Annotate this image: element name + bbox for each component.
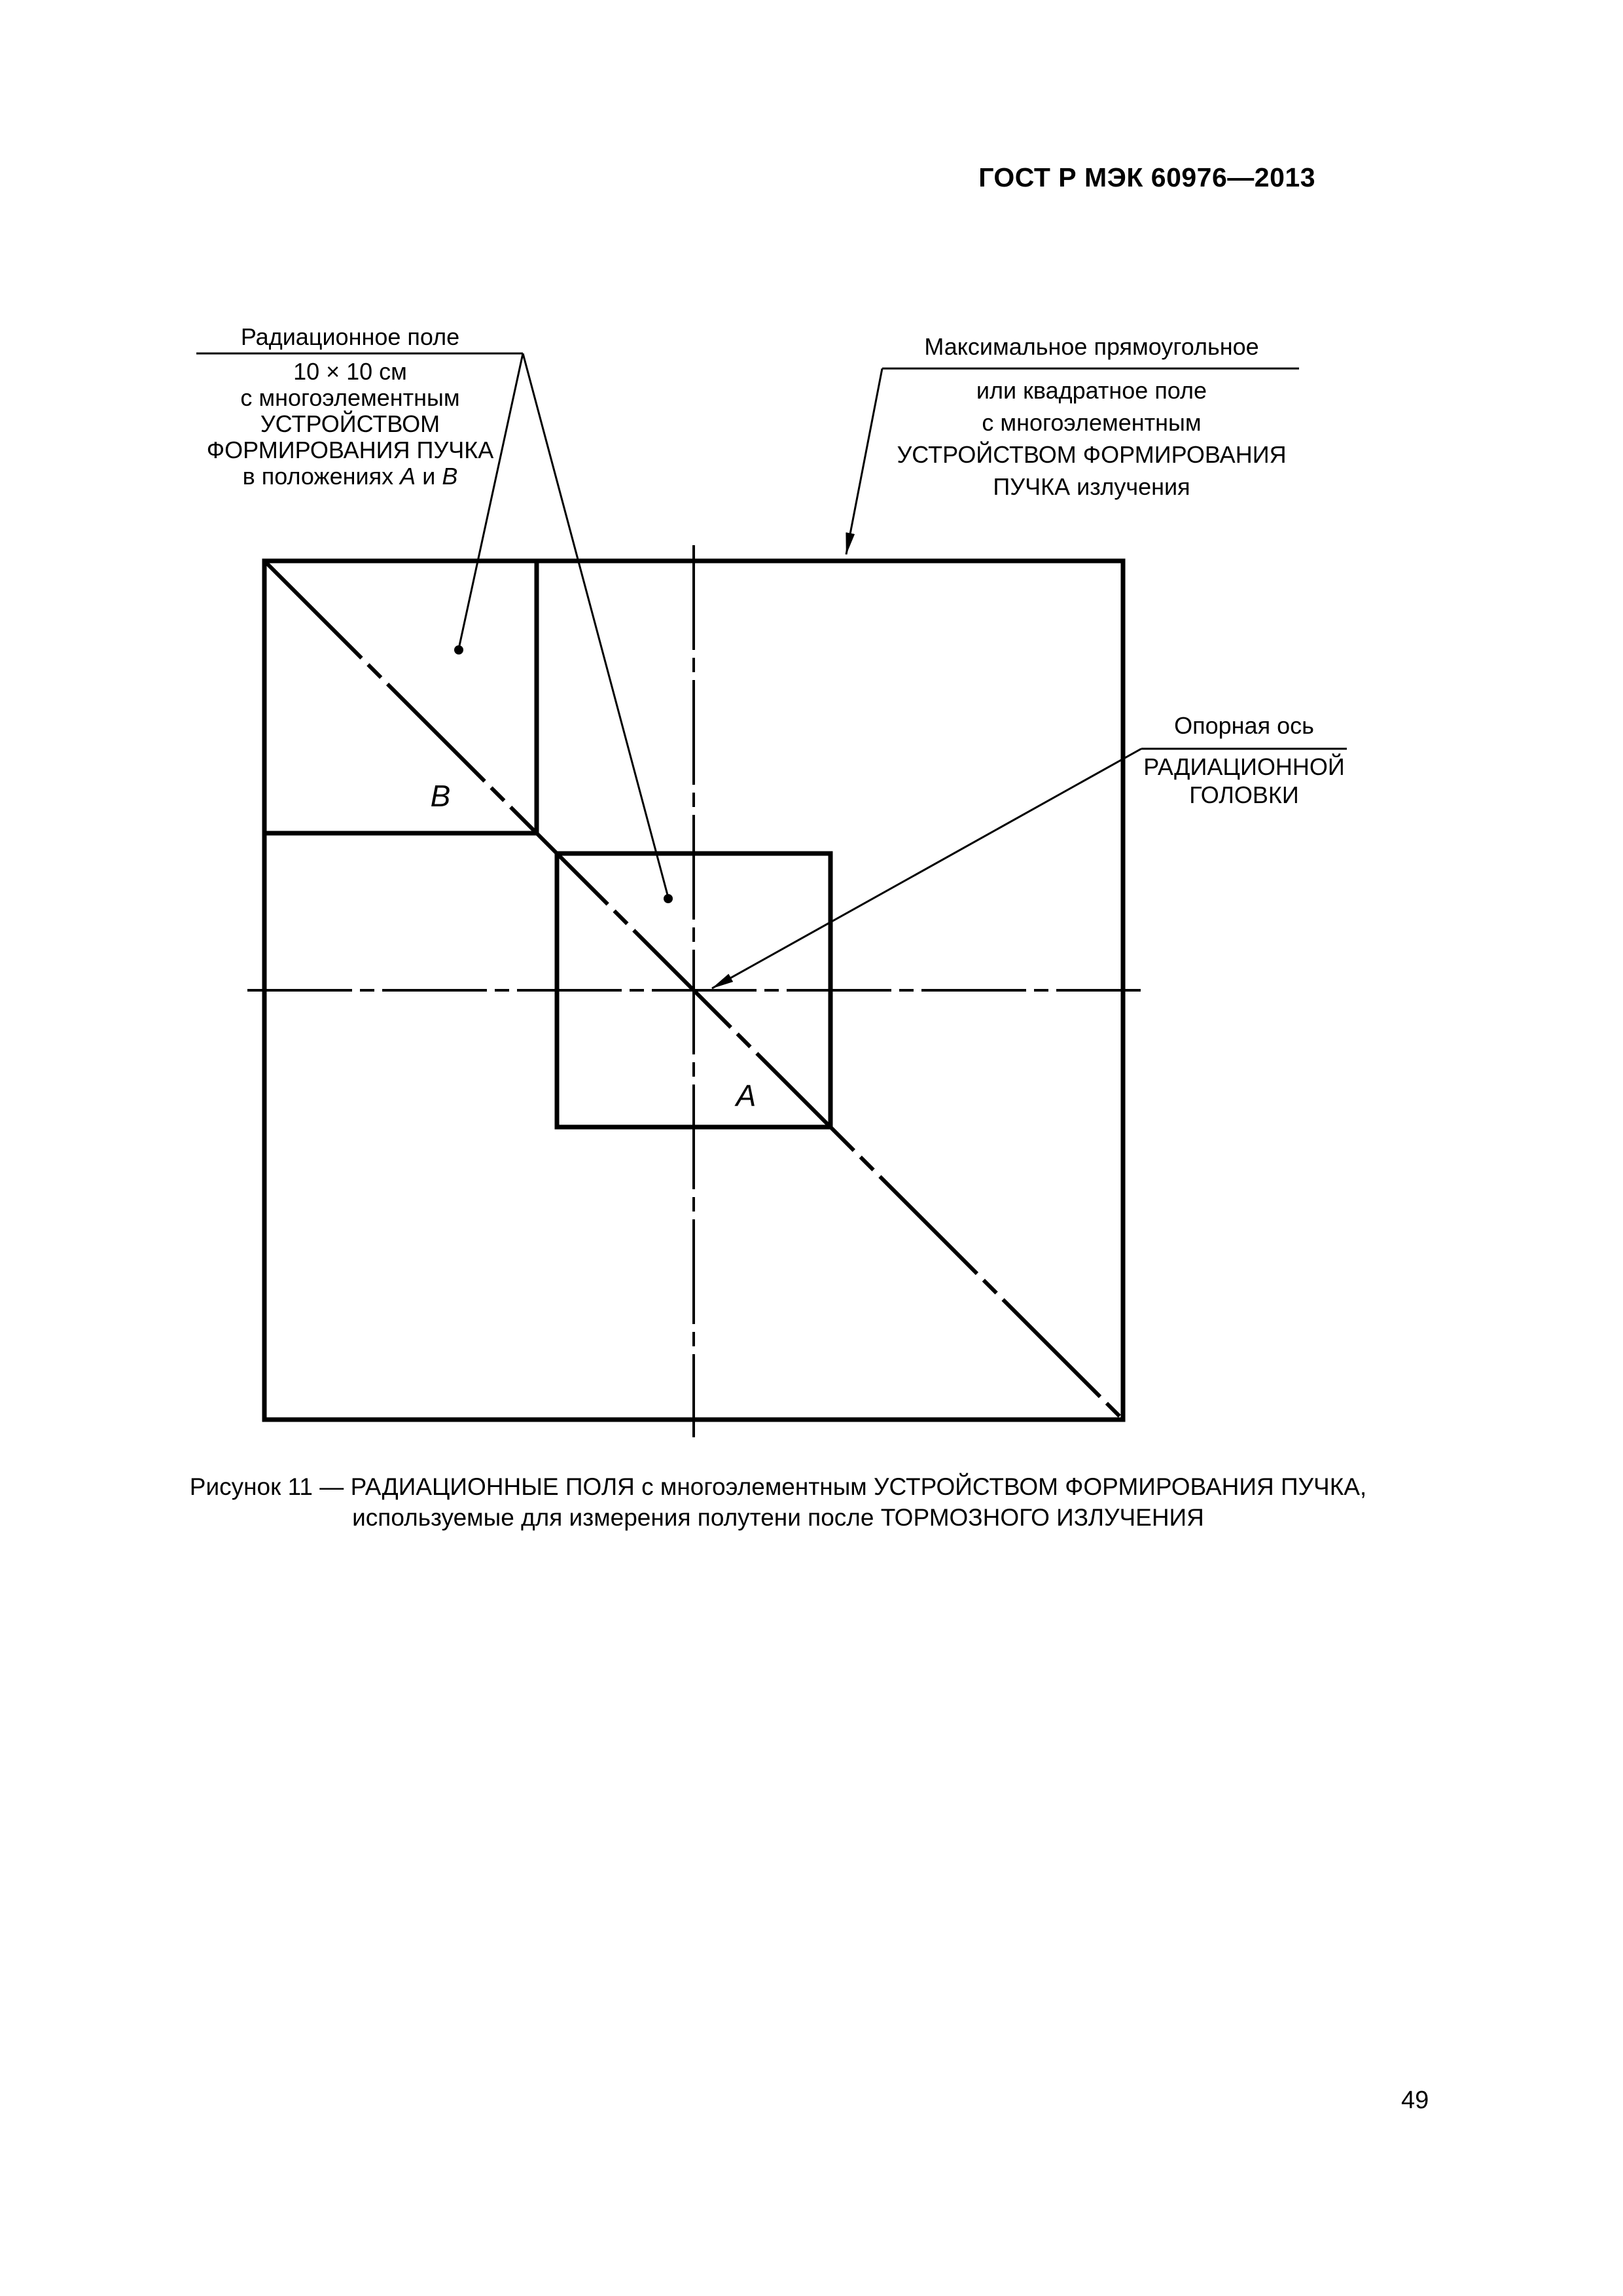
left-label-line: с многоэлементным [240, 384, 460, 411]
right-label-line: с многоэлементным [982, 409, 1202, 436]
positions-prefix: в положениях [242, 463, 394, 490]
position-a-ref: А [400, 463, 416, 490]
leader-dot-field-a [664, 894, 673, 903]
field-marker-a: А [736, 1079, 757, 1113]
axis-label-title: Опорная ось [1174, 712, 1314, 739]
right-label-title: Максимальное прямоугольное [924, 333, 1259, 360]
right-label-lines [897, 374, 1286, 503]
position-b-ref: В [442, 463, 458, 490]
axis-label-line: ГОЛОВКИ [1189, 781, 1299, 808]
left-label-positions-line [207, 463, 494, 490]
right-label-line: УСТРОЙСТВОМ ФОРМИРОВАНИЯ [897, 441, 1287, 468]
page-number: 49 [1401, 2087, 1429, 2114]
leader-to-field-a [523, 353, 668, 897]
left-label-line: ФОРМИРОВАНИЯ ПУЧКА [206, 437, 494, 463]
page-header: ГОСТ Р МЭК 60976—2013 [978, 162, 1315, 192]
field-marker-b: В [430, 779, 451, 813]
figure-caption [190, 1471, 1366, 1533]
left-label-line: 10 × 10 см [293, 358, 407, 385]
right-label-line: или квадратное поле [976, 377, 1207, 404]
figure-caption-line1: Рисунок 11 — РАДИАЦИОННЫЕ ПОЛЯ с многоэлементным УСТРОЙСТВОМ ФОРМИРОВАНИЯ ПУЧКА, [189, 1473, 1367, 1500]
figure-caption-line2: используемые для измерения полутени после ТОРМОЗНОГО ИЗЛУЧЕНИЯ [352, 1504, 1204, 1531]
left-label-line: УСТРОЙСТВОМ [260, 410, 440, 437]
axis-label-lines [1143, 753, 1344, 809]
left-label-lines [207, 359, 494, 490]
left-label-title: Радиационное поле [240, 323, 460, 350]
positions-conj: и [422, 463, 436, 490]
leader-arrow-to-axis [712, 749, 1141, 988]
right-label-line: ПУЧКА излучения [993, 473, 1190, 500]
leader-dot-field-b [454, 645, 463, 655]
axis-label-line: РАДИАЦИОННОЙ [1143, 753, 1345, 780]
leader-arrow-to-max-field [846, 368, 882, 554]
